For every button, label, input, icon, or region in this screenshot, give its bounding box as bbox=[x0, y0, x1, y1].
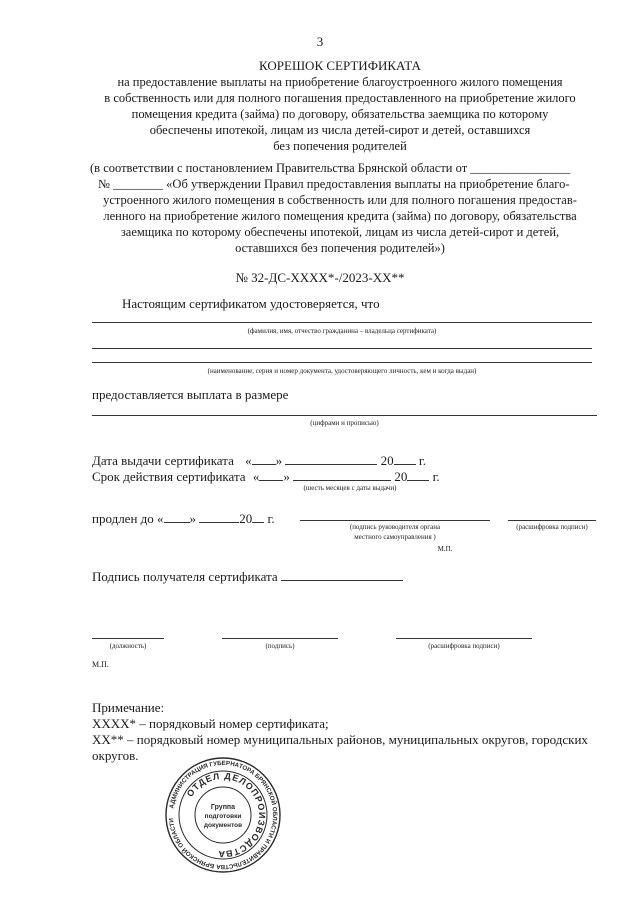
notes-block bbox=[92, 700, 612, 764]
head-signature-caption-2: местного самоуправления ) bbox=[354, 533, 436, 541]
issue-month-field[interactable] bbox=[285, 452, 377, 465]
recipient-signature-row bbox=[92, 568, 403, 585]
extended-row bbox=[92, 510, 275, 527]
payment-text: предоставляется выплата в размере bbox=[92, 387, 289, 402]
fio-field-line[interactable] bbox=[92, 322, 592, 323]
mp-mark-1: М.П. bbox=[437, 545, 453, 553]
title-heading: КОРЕШОК СЕРТИФИКАТА bbox=[259, 58, 421, 73]
validity-date-row bbox=[92, 468, 440, 485]
title-line: помещения кредита (займа) по договору, обязательства заемщика по которому bbox=[131, 107, 549, 121]
resolution-line: ленного на приобретение жилого помещения кредита (займа) по договору, обязательства bbox=[103, 209, 577, 223]
recipient-signature-label: Подпись получателя сертификата bbox=[92, 569, 278, 584]
signature-line[interactable] bbox=[222, 638, 338, 639]
resolution-line: заемщика по которому обеспечены ипотекой, лицам из числа детей-сирот и детей, bbox=[120, 225, 560, 239]
head-signature-line[interactable] bbox=[300, 520, 490, 521]
resolution-line: устроенного жилого помещения в собственность или для полного погашения предостав- bbox=[103, 193, 577, 207]
validity-date-label: Срок действия сертификата bbox=[92, 469, 246, 484]
issue-year-field[interactable] bbox=[394, 452, 416, 465]
extended-year-field[interactable] bbox=[252, 510, 264, 523]
notes-line: округов. bbox=[92, 748, 139, 763]
resolution-line: № ________ «Об утверждении Правил предоставления выплаты на приобретение благо- bbox=[98, 177, 570, 191]
stamp-center-line: Группа bbox=[210, 804, 236, 811]
fio-caption: (фамилия, имя, отчество гражданина – владельца сертификата) bbox=[247, 327, 437, 335]
signature-caption: (подпись) bbox=[265, 642, 295, 650]
document-field-line-2[interactable] bbox=[92, 362, 592, 363]
issue-date-row bbox=[92, 452, 426, 469]
amount-field-line[interactable] bbox=[92, 415, 597, 416]
validity-day-field[interactable] bbox=[259, 468, 283, 481]
year-prefix: 20 bbox=[239, 511, 253, 526]
extended-month-field[interactable] bbox=[199, 510, 239, 523]
decoding-line-1[interactable] bbox=[508, 520, 596, 521]
validity-year-field[interactable] bbox=[407, 468, 429, 481]
stamp-outer-text: АДМИНИСТРАЦИЯ ГУБЕРНАТОРА БРЯНСКОЙ ОБЛАСТИ И ПРАВИТЕЛЬСТВА БРЯНСКОЙ ОБЛАСТИ bbox=[168, 759, 279, 871]
stamp-center-line: подготовки bbox=[204, 813, 242, 820]
notes-line: XXXX* – порядковый номер сертификата; bbox=[92, 716, 329, 731]
year-prefix: 20 bbox=[380, 453, 394, 468]
quote-close: » bbox=[275, 453, 283, 468]
issue-day-field[interactable] bbox=[252, 452, 276, 465]
title-line: на предоставление выплаты на приобретение благоустроенного жилого помещения bbox=[117, 75, 563, 89]
stamp-middle-text: ОТДЕЛ ДЕЛОПРОИЗВОДСТВА bbox=[184, 770, 268, 860]
extended-day-field[interactable] bbox=[164, 510, 190, 523]
title-line: без попечения родителей bbox=[273, 139, 407, 153]
quote-close: » bbox=[283, 469, 290, 484]
head-signature-caption-1: (подпись руководителя органа bbox=[349, 523, 441, 531]
stamp-center-line: документов bbox=[203, 822, 243, 829]
year-suffix: г. bbox=[267, 511, 275, 526]
amount-caption: (цифрами и прописью) bbox=[310, 419, 379, 427]
certificate-number: № 32-ДС-XXXX*-/2023-XX** bbox=[235, 270, 405, 285]
document-field-line[interactable] bbox=[92, 348, 592, 349]
document-title bbox=[60, 58, 620, 154]
document-caption: (наименование, серия и номер документа, удостоверяющего личность, кем и когда выдан) bbox=[207, 367, 477, 375]
position-caption: (должность) bbox=[109, 642, 147, 650]
position-line[interactable] bbox=[92, 638, 164, 639]
notes-line: XX** – порядковый номер муниципальных районов, муниципальных округов, городских bbox=[92, 732, 588, 747]
validity-month-field[interactable] bbox=[293, 468, 391, 481]
year-suffix: г. bbox=[432, 469, 440, 484]
year-suffix: г. bbox=[418, 453, 426, 468]
title-line: обеспечены ипотекой, лицам из числа детей-сирот и детей, оставшихся bbox=[149, 123, 531, 137]
recipient-signature-field[interactable] bbox=[281, 568, 403, 581]
resolution-reference bbox=[70, 160, 610, 256]
certify-text: Настоящим сертификатом удостоверяется, что bbox=[122, 296, 380, 311]
issue-date-label: Дата выдачи сертификата bbox=[92, 453, 234, 468]
quote-close: » bbox=[189, 511, 197, 526]
validity-caption: (шесть месяцев с даты выдачи) bbox=[303, 484, 397, 492]
notes-heading: Примечание: bbox=[92, 700, 165, 715]
decoding-caption-1: (расшифровка подписи) bbox=[516, 523, 588, 531]
decoding-caption-2: (расшифровка подписи) bbox=[428, 642, 500, 650]
decoding-line-2[interactable] bbox=[396, 638, 532, 639]
quote-open: « bbox=[245, 453, 252, 468]
official-stamp bbox=[164, 756, 282, 874]
mp-mark-2: М.П. bbox=[92, 660, 109, 669]
year-prefix: 20 bbox=[394, 469, 408, 484]
extended-label: продлен до « bbox=[92, 511, 164, 526]
resolution-line: оставшихся без попечения родителей») bbox=[235, 241, 445, 255]
page-number: 3 bbox=[316, 34, 324, 49]
title-line: в собственность или для полного погашения предоставленного на приобретение жилого bbox=[104, 91, 576, 105]
quote-open: « bbox=[252, 469, 260, 484]
resolution-line: (в соответствии с постановлением Правительства Брянской области от ________________ bbox=[90, 161, 571, 175]
